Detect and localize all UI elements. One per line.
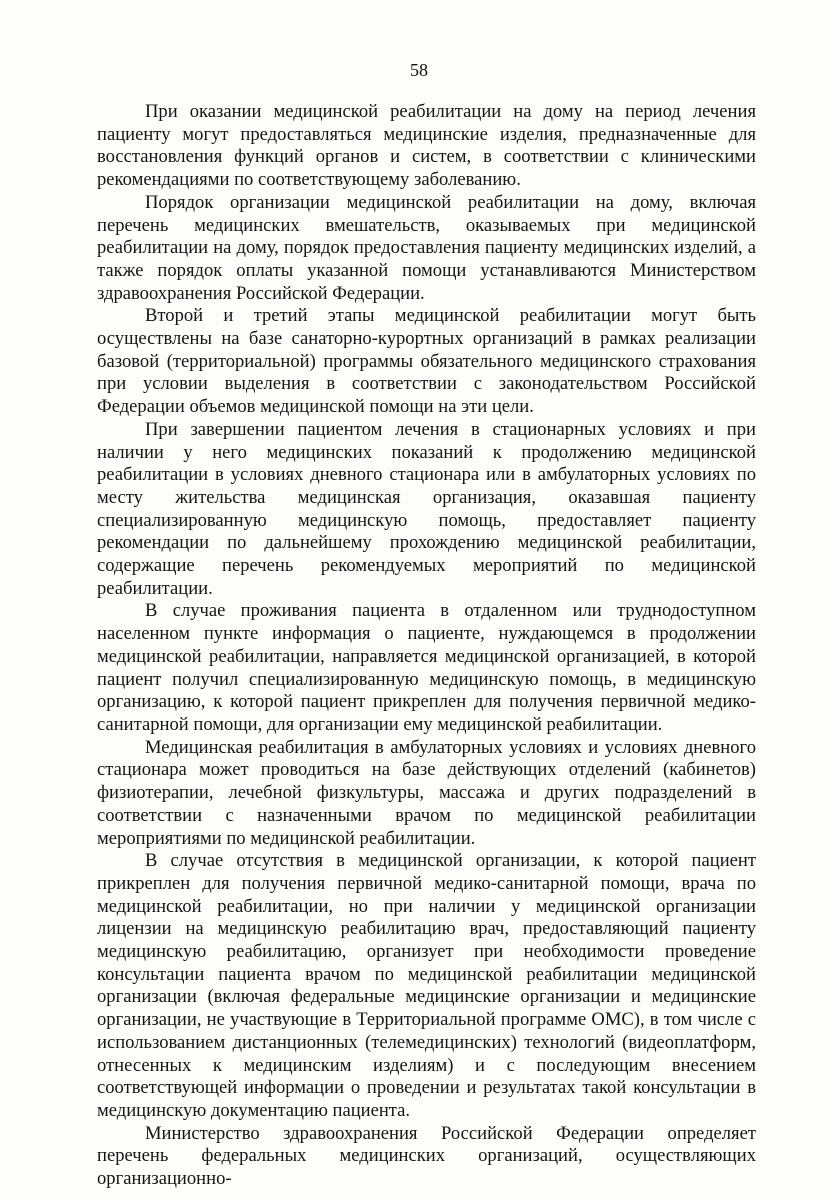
paragraph-ministry-list: Министерство здравоохранения Российской Федерации определяет перечень федеральных медицинских организаций, осуществляющих организационно- [97, 1122, 756, 1190]
paragraph-discharge-recommendations: При завершении пациентом лечения в стационарных условиях и при наличии у него медицинских показаний к продолжению медицинской реабилитации в условиях дневного стационара или в амбулаторных условиях по месту жительства медицинская организация, оказавшая пациенту специализированную медицинскую помощь, предоставляет пациенту рекомендации по дальнейшему прохождению медицинской реабилитации, содержащие перечень рекомендуемых мероприятий по медицинской реабилитации. [97, 418, 756, 599]
document-body [97, 101, 756, 1191]
paragraph-home-rehab-procedure: Порядок организации медицинской реабилитации на дому, включая перечень медицинских вмешательств, оказываемых при медицинской реабилитации на дому, порядок предоставления пациенту медицинских изделий, а также порядок оплаты указанной помощи устанавливаются Министерством здравоохранения Российской Федерации. [97, 191, 756, 304]
paragraph-outpatient-rehab: Медицинская реабилитация в амбулаторных условиях и условиях дневного стационара может проводиться на базе действующих отделений (кабинетов) физиотерапии, лечебной физкультуры, массажа и других подразделений в соответствии с назначенными врачом по медицинской реабилитации мероприятиями по медицинской реабилитации. [97, 736, 756, 849]
paragraph-consultation: В случае отсутствия в медицинской организации, к которой пациент прикреплен для получения первичной медико-санитарной помощи, врача по медицинской реабилитации, но при наличии у медицинской организации лицензии на медицинскую реабилитацию врач, предоставляющий пациенту медицинскую реабилитацию, организует при необходимости проведение консультации пациента врачом по медицинской реабилитации медицинской организации (включая федеральные медицинские организации и медицинские организации, не участвующие в Территориальной программе ОМС), в том числе с использованием дистанционных (телемедицинских) технологий (видеоплатформ, отнесенных к медицинским изделиям) и с последующим внесением соответствующей информации о проведении и результатах такой консультации в медицинскую документацию пациента. [97, 850, 756, 1121]
paragraph-sanatorium-stages: Второй и третий этапы медицинской реабилитации могут быть осуществлены на базе санаторно-курортных организаций в рамках реализации базовой (территориальной) программы обязательного медицинского страхования при условии выделения в соответствии с законодательством Российской Федерации объемов медицинской помощи на эти цели. [97, 305, 756, 418]
paragraph-remote-settlement: В случае проживания пациента в отдаленном или труднодоступном населенном пункте информация о пациенте, нуждающемся в продолжении медицинской реабилитации, направляется медицинской организацией, в которой пациент получил специализированную медицинскую помощь, в медицинскую организацию, к которой пациент прикреплен для получения первичной медико-санитарной помощи, для организации ему медицинской реабилитации. [97, 600, 756, 735]
page-number: 58 [410, 60, 428, 80]
paragraph-home-rehab-devices: При оказании медицинской реабилитации на дому на период лечения пациенту могут предоставляться медицинские изделия, предназначенные для восстановления функций органов и систем, в соответствии с клиническими рекомендациями по соответствующему заболеванию. [97, 101, 756, 191]
